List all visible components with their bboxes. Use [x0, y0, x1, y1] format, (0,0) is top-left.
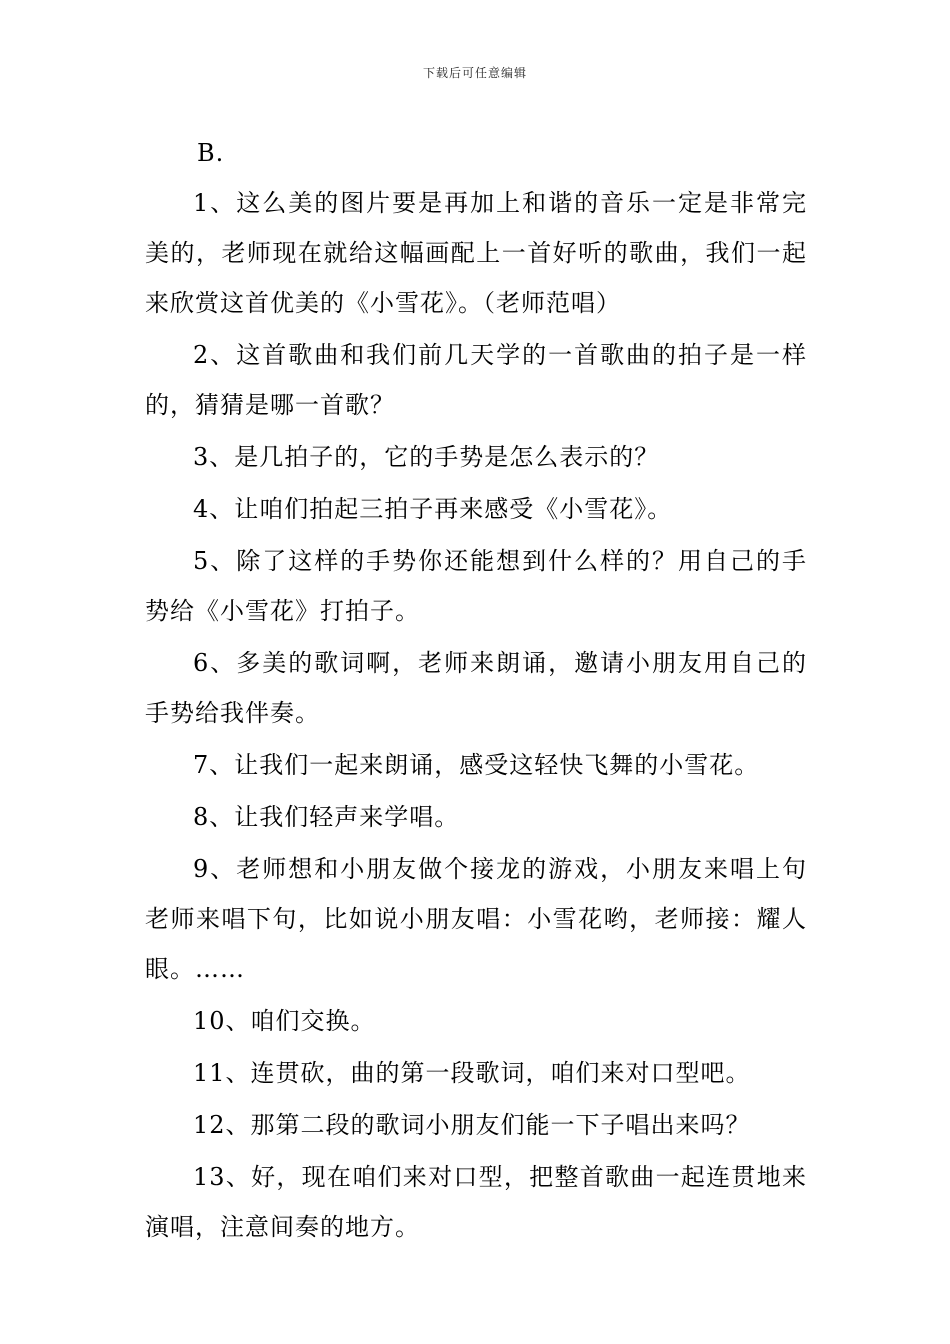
paragraph-11: 11、连贯砍，曲的第一段歌词，咱们来对口型吧。: [193, 1059, 751, 1087]
paragraph-6: 6、多美的歌词啊，老师来朗诵，邀请小朋友用自己的手势给我伴奏。: [145, 649, 807, 727]
paragraph-5: 5、除了这样的手势你还能想到什么样的？用自己的手势给《小雪花》打拍子。: [145, 547, 807, 625]
paragraph-9: 9、老师想和小朋友做个接龙的游戏，小朋友来唱上句老师来唱下句，比如说小朋友唱：小雪花哟，老师接：耀人眼。……: [145, 855, 807, 983]
paragraph-1: 1、这么美的图片要是再加上和谐的音乐一定是非常完美的，老师现在就给这幅画配上一首好听的歌曲，我们一起来欣赏这首优美的《小雪花》。（老师范唱）: [145, 189, 807, 317]
paragraph-13: 13、好，现在咱们来对口型，把整首歌曲一起连贯地来演唱，注意间奏的地方。: [145, 1163, 807, 1241]
paragraph-3: 3、是几拍子的，它的手势是怎么表示的？: [193, 443, 660, 471]
paragraph-12: 12、那第二段的歌词小朋友们能一下子唱出来吗？: [193, 1111, 751, 1139]
paragraph-10: 10、咱们交换。: [193, 1007, 376, 1035]
paragraph-4: 4、让咱们拍起三拍子再来感受《小雪花》。: [193, 495, 673, 523]
paragraph-2: 2、这首歌曲和我们前几天学的一首歌曲的拍子是一样的，猜猜是哪一首歌？: [145, 341, 807, 419]
section-label: B.: [197, 139, 225, 167]
paragraph-7: 7、让我们一起来朗诵，感受这轻快飞舞的小雪花。: [193, 751, 760, 779]
paragraph-8: 8、让我们轻声来学唱。: [193, 803, 460, 831]
page-header-note: 下载后可任意编辑: [422, 66, 527, 80]
document-body: [145, 128, 807, 1254]
